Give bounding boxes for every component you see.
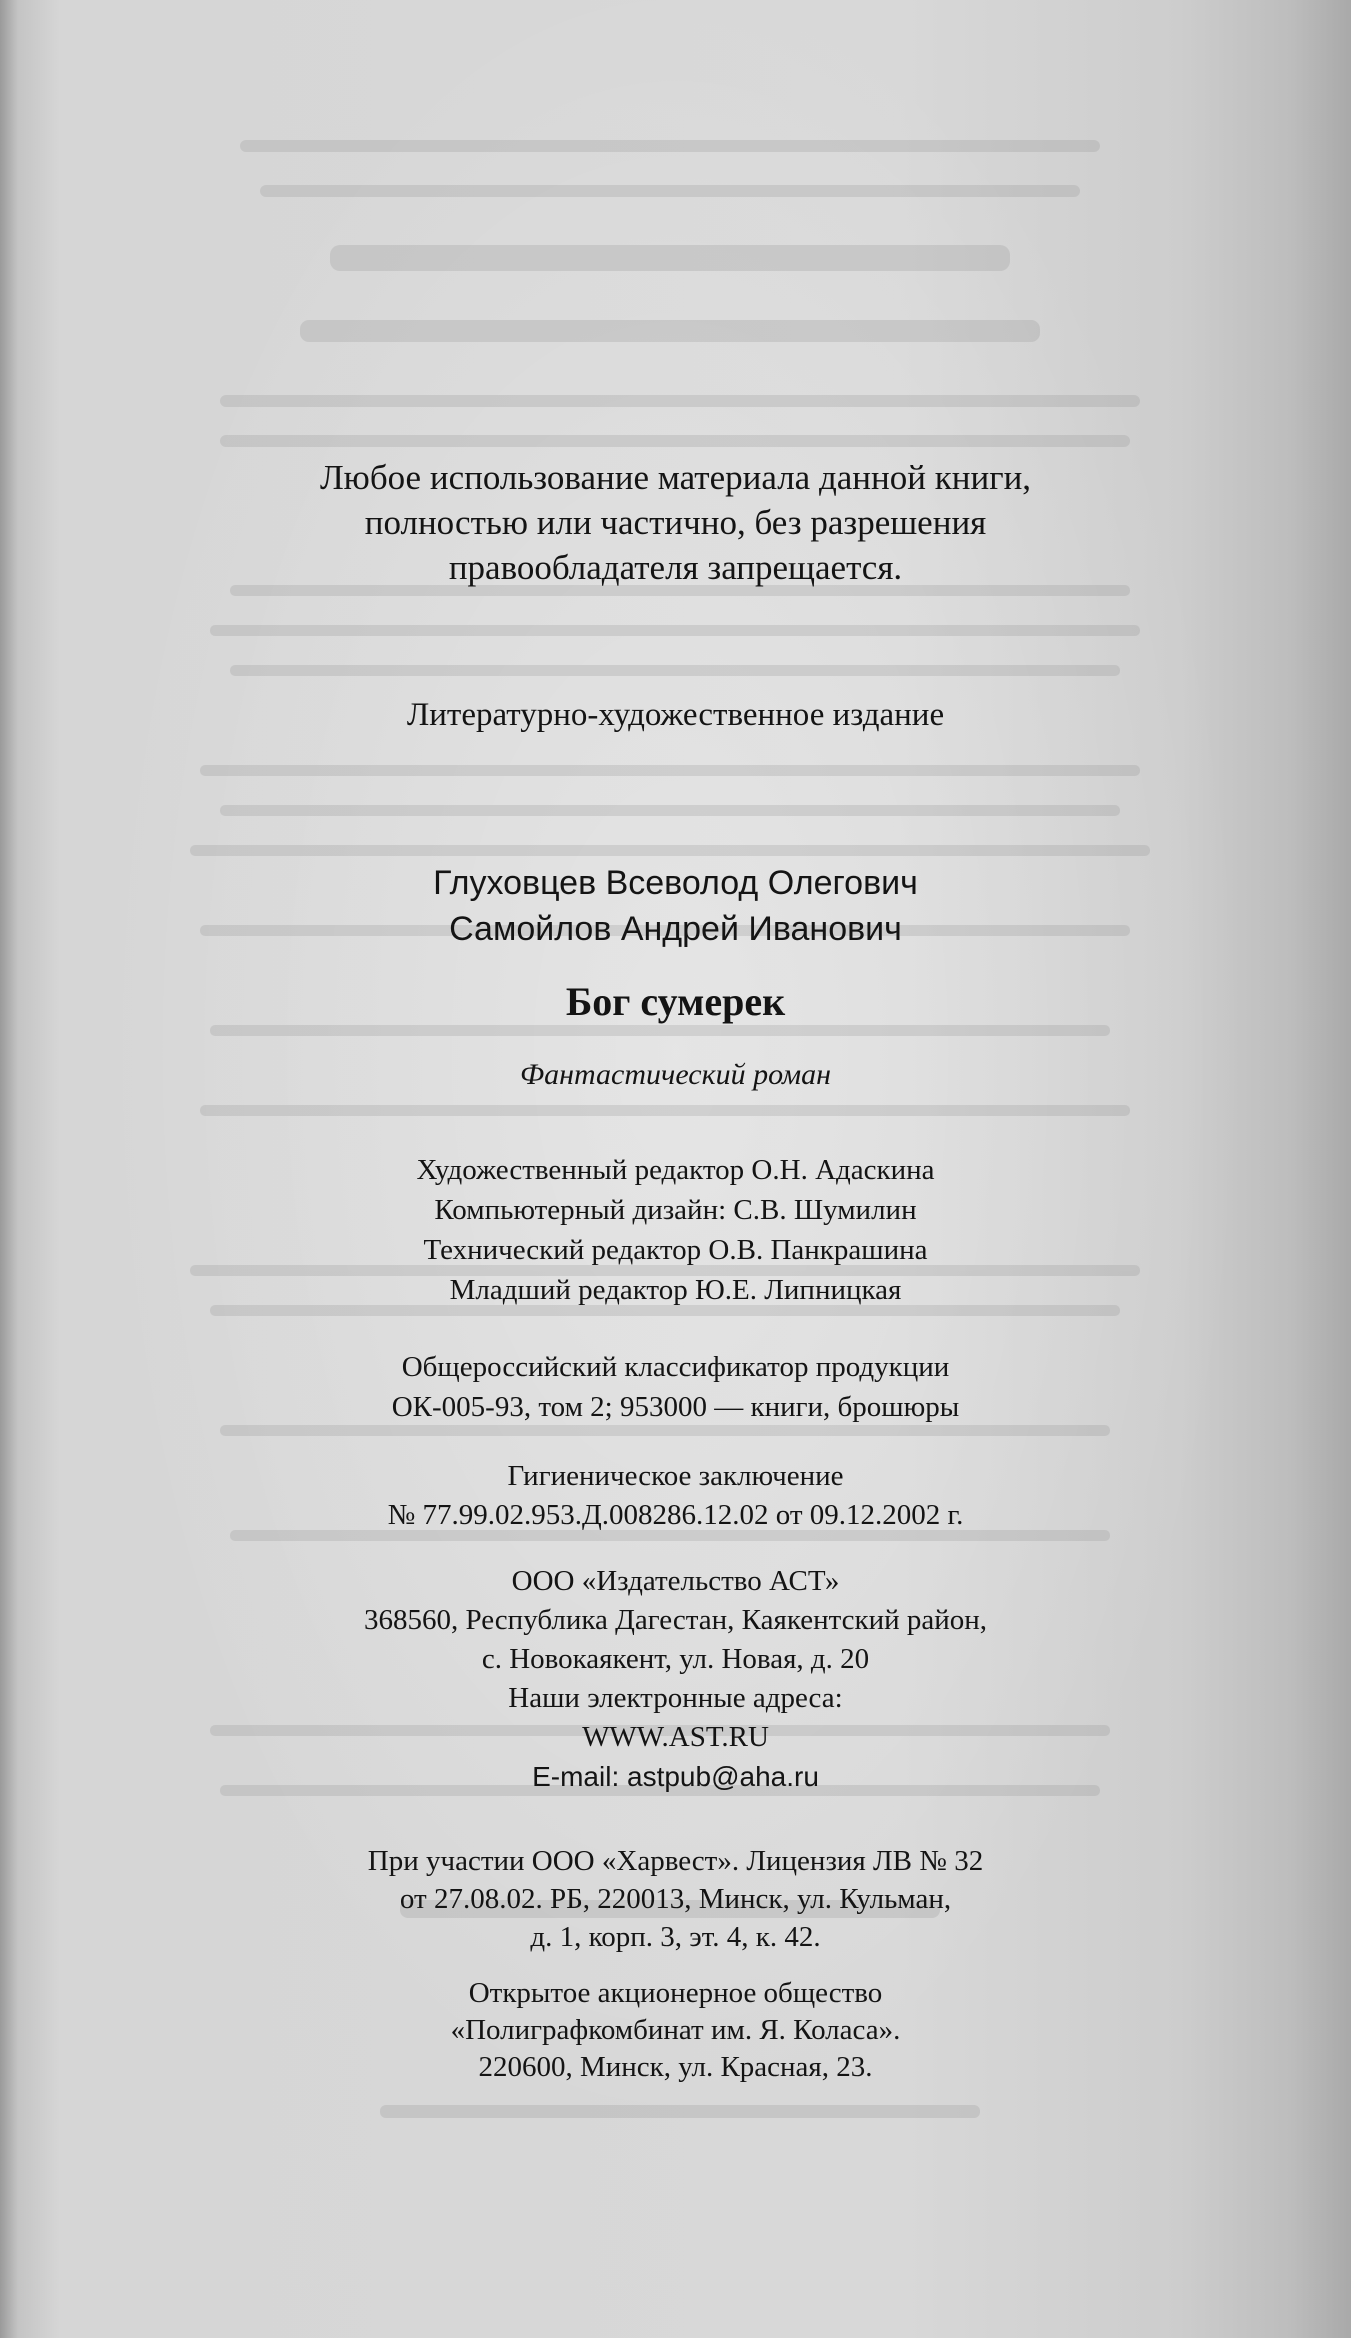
edition-type: Литературно-художественное издание: [406, 697, 945, 733]
hygiene-certificate: [0, 1457, 1351, 1535]
harvest-line: д. 1, корп. 3, эт. 4, к. 42.: [530, 1921, 821, 1953]
product-classifier: [0, 1347, 1351, 1427]
staff-line: Компьютерный дизайн: С.В. Шумилин: [434, 1194, 917, 1226]
publisher-email-link[interactable]: E-mail: astpub@aha.ru: [532, 1761, 819, 1792]
harvest-license: [0, 1842, 1351, 1956]
harvest-line: от 27.08.02. РБ, 220013, Минск, ул. Кульман,: [399, 1883, 952, 1915]
publisher-website-link[interactable]: WWW.AST.RU: [582, 1721, 769, 1753]
book-title: Бог сумерек: [565, 979, 786, 1024]
publisher-info: [0, 1562, 1351, 1796]
copyright-warning-line: Любое использование материала данной книги,: [319, 458, 1032, 497]
authors: [0, 860, 1351, 952]
harvest-line: При участии ООО «Харвест». Лицензия ЛВ № 32: [367, 1845, 984, 1877]
classifier-line: ОК-005-93, том 2; 953000 — книги, брошюры: [391, 1391, 960, 1423]
copyright-warning-line: полностью или частично, без разрешения: [364, 503, 987, 542]
hygiene-line: № 77.99.02.953.Д.008286.12.02 от 09.12.2002 г.: [387, 1499, 964, 1531]
staff-line: Художественный редактор О.Н. Адаскина: [416, 1154, 935, 1186]
printer-line: 220600, Минск, ул. Красная, 23.: [478, 2051, 873, 2083]
editorial-staff: [0, 1150, 1351, 1310]
hygiene-line: Гигиеническое заключение: [507, 1460, 844, 1492]
printer-line: «Полиграфкомбинат им. Я. Коласа».: [450, 2014, 901, 2046]
classifier-line: Общероссийский классификатор продукции: [401, 1351, 950, 1383]
publisher-address-line: с. Новокаякент, ул. Новая, д. 20: [481, 1643, 870, 1675]
staff-line: Технический редактор О.В. Панкрашина: [423, 1234, 928, 1266]
book-genre: Фантастический роман: [520, 1058, 831, 1091]
web-addresses-label: Наши электронные адреса:: [508, 1682, 843, 1714]
publisher-address-line: 368560, Республика Дагестан, Каякентский район,: [363, 1604, 988, 1636]
copyright-warning-line: правообладателя запрещается.: [448, 548, 903, 587]
copyright-warning: [0, 455, 1351, 590]
printer-line: Открытое акционерное общество: [468, 1977, 883, 2009]
printing-house: [0, 1975, 1351, 2086]
author-name: Глуховцев Всеволод Олегович: [433, 864, 918, 902]
publisher-name: ООО «Издательство АСТ»: [511, 1565, 840, 1597]
staff-line: Младший редактор Ю.Е. Липницкая: [449, 1274, 902, 1306]
author-name: Самойлов Андрей Иванович: [449, 910, 902, 948]
